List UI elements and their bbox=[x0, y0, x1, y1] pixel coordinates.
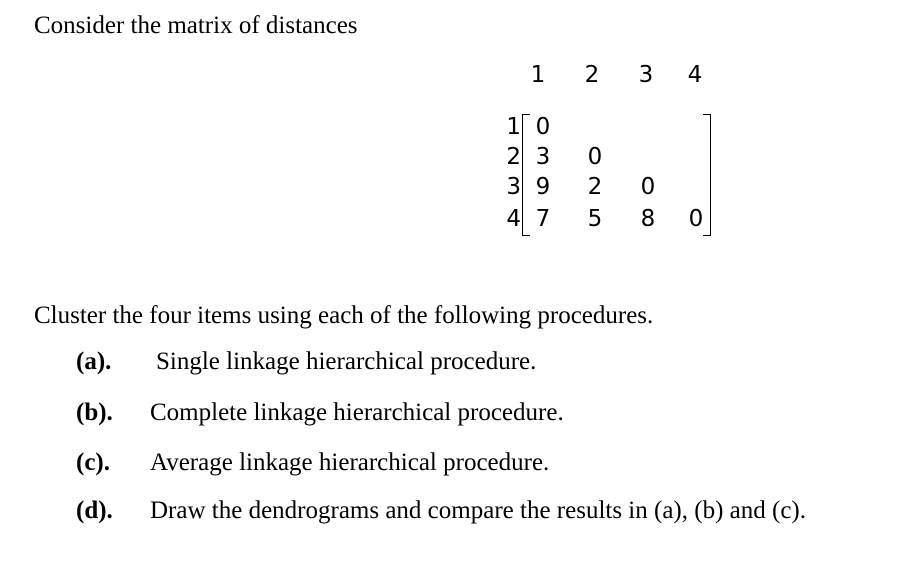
matrix-cell: 3 bbox=[535, 144, 551, 170]
matrix-column-header: 3 bbox=[638, 62, 654, 88]
matrix-column-header: 1 bbox=[530, 62, 546, 88]
instruction-text: Cluster the four items using each of the following procedures. bbox=[34, 302, 654, 329]
part-label: (a). bbox=[76, 348, 112, 375]
matrix-cell: 9 bbox=[535, 174, 551, 200]
matrix-left-bracket bbox=[522, 114, 530, 236]
part-text: Complete linkage hierarchical procedure. bbox=[150, 399, 564, 426]
matrix-row-label: 4 bbox=[506, 206, 521, 232]
matrix-row-label: 3 bbox=[506, 174, 521, 200]
matrix-cell: 0 bbox=[640, 174, 656, 200]
matrix-row-label: 2 bbox=[506, 144, 521, 170]
matrix-row-label: 1 bbox=[506, 114, 521, 140]
part-text: Average linkage hierarchical procedure. bbox=[150, 449, 550, 476]
matrix-cell: 5 bbox=[587, 206, 603, 232]
matrix-cell: 0 bbox=[688, 206, 704, 232]
matrix-cell: 0 bbox=[587, 144, 603, 170]
question-part-c bbox=[76, 446, 549, 480]
matrix-cell: 2 bbox=[587, 174, 603, 200]
question-part-a bbox=[76, 345, 536, 379]
matrix-cell: 0 bbox=[535, 114, 551, 140]
intro-text: Consider the matrix of distances bbox=[34, 12, 358, 39]
matrix-cell: 7 bbox=[535, 206, 551, 232]
matrix-cell: 8 bbox=[640, 206, 656, 232]
part-text: Draw the dendrograms and compare the results in (a), (b) and (c). bbox=[150, 497, 806, 524]
matrix-column-header: 4 bbox=[687, 62, 703, 88]
part-text: Single linkage hierarchical procedure. bbox=[156, 348, 537, 375]
part-label: (b). bbox=[76, 399, 113, 426]
matrix-column-header: 2 bbox=[584, 62, 600, 88]
part-label: (d). bbox=[76, 497, 113, 524]
question-part-b bbox=[76, 396, 564, 430]
part-label: (c). bbox=[76, 449, 110, 476]
question-part-d bbox=[76, 494, 806, 528]
